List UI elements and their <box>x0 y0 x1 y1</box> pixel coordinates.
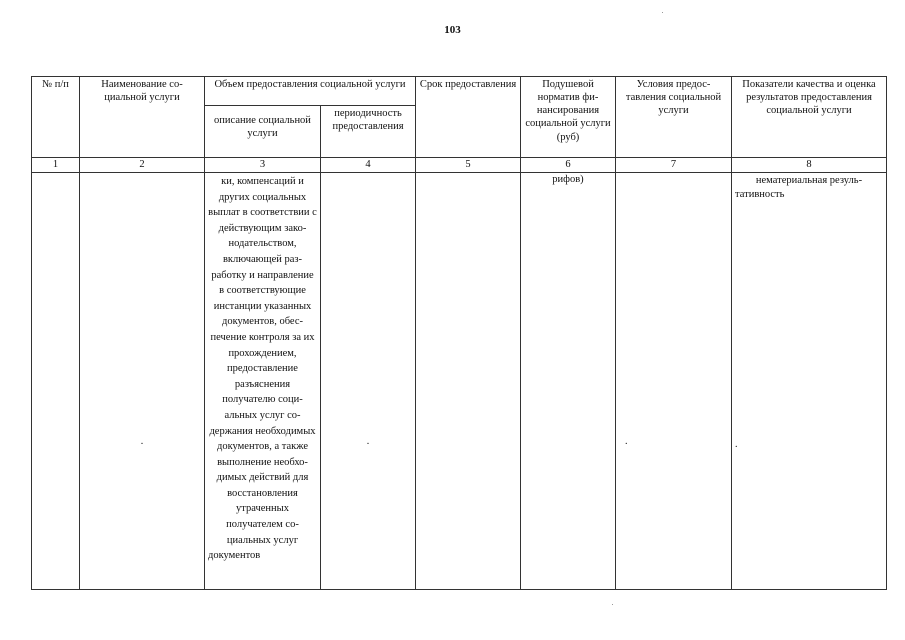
header-row-1 <box>32 77 887 106</box>
column-number: 3 <box>205 158 321 173</box>
column-number: 1 <box>32 158 80 173</box>
header-conditions: Условия предоставления социальной услуги <box>616 77 732 158</box>
header-volume-group: Объем предоставления социальной услуги <box>205 77 416 106</box>
column-number: 5 <box>416 158 521 173</box>
cell-funding-norm: рифов) <box>521 173 616 590</box>
column-number: 4 <box>321 158 416 173</box>
header-quality-indicators: Показатели качества и оценка результатов предоставления социальной услуги <box>732 77 887 158</box>
scan-speck <box>662 12 663 13</box>
cell-mark: . <box>625 436 628 447</box>
cell-conditions <box>616 173 732 590</box>
header-number: № п/п <box>32 77 80 158</box>
cell-number <box>32 173 80 590</box>
column-number: 6 <box>521 158 616 173</box>
table-row <box>32 173 887 590</box>
cell-mark: . <box>140 436 144 447</box>
cell-service-description: ки, компенсаций и других социальных выплат в соответствии с действующим законодательством, включающей разработку и направление в соответствующие инстанции указанных документов, обеспечение контроля за их прохождением, предоставление разъяснения получателю социальных услуг содержания необходимых документов, а также выполнение необходимых действий для восстановления утраченных получателем социальных услуг документов <box>205 173 321 590</box>
header-service-name: Наименование социальной услуги <box>80 77 205 158</box>
cell-mark: . <box>366 436 370 447</box>
column-number-row <box>32 158 887 173</box>
cell-quality-indicators <box>732 173 887 590</box>
header-term: Срок предоставления <box>416 77 521 158</box>
quality-indicator-text: нематериальная результативность <box>735 175 863 200</box>
header-funding-norm: Подушевой норматив финансирования социальной услуги (руб) <box>521 77 616 158</box>
social-services-table <box>31 76 887 590</box>
cell-term <box>416 173 521 590</box>
cell-service-name <box>80 173 205 590</box>
cell-mark: . <box>735 439 738 450</box>
page-number: 103 <box>444 24 461 36</box>
column-number: 7 <box>616 158 732 173</box>
header-service-description: описание социальной услуги <box>205 106 321 158</box>
header-periodicity: периодичность предоставления <box>321 106 416 158</box>
column-number: 8 <box>732 158 887 173</box>
column-number: 2 <box>80 158 205 173</box>
scan-speck <box>612 604 613 605</box>
cell-periodicity <box>321 173 416 590</box>
